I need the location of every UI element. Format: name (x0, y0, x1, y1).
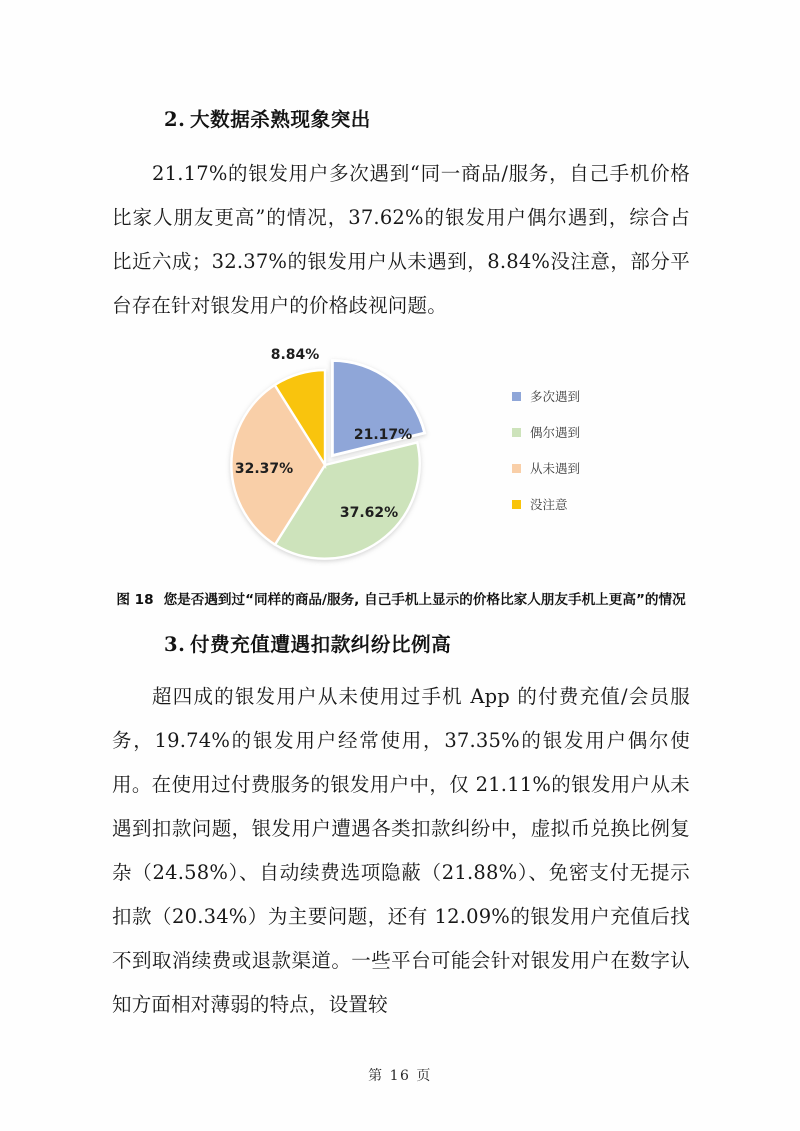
section-3-number: 3. (164, 633, 186, 656)
section-2-number: 2. (164, 108, 186, 131)
pie-chart (120, 340, 581, 572)
pie-label-never: 32.37% (234, 461, 294, 477)
chart-legend (512, 378, 662, 522)
legend-item-never[interactable] (512, 450, 662, 486)
pie-label-occasionally: 37.62% (339, 505, 399, 521)
pie-chart-svg (120, 340, 540, 572)
pie-label-unnoticed: 8.84% (270, 347, 320, 363)
figure-18-caption (112, 588, 690, 613)
section-2-title: 大数据杀熟现象突出 (190, 108, 371, 131)
legend-label-multiple: 多次遇到 (530, 389, 581, 404)
legend-item-unnoticed[interactable] (512, 486, 662, 522)
section-2-paragraph: 21.17%的银发用户多次遇到“同一商品/服务，自己手机价格比家人朋友更高”的情况，37.62%的银发用户偶尔遇到，综合占比近六成；32.37%的银发用户从未遇到，8.84%没注意，部分平台存在针对银发用户的价格歧视问题。 (112, 162, 690, 317)
section-3-heading (112, 629, 690, 657)
legend-swatch-occasionally (512, 428, 521, 437)
figure-18 (112, 340, 690, 572)
pie-label-multiple: 21.17% (353, 427, 413, 443)
legend-swatch-never (512, 464, 521, 473)
section-2-heading (112, 104, 690, 132)
legend-label-occasionally: 偶尔遇到 (530, 425, 581, 440)
legend-label-unnoticed: 没注意 (530, 497, 568, 512)
pie-slices (231, 361, 424, 559)
section-3-paragraph: 超四成的银发用户从未使用过手机 App 的付费充值/会员服务，19.74%的银发用户经常使用，37.35%的银发用户偶尔使用。在使用过付费服务的银发用户中，仅 21.11%的银发用户从未遇到扣款问题，银发用户遭遇各类扣款纠纷中，虚拟币兑换比例复杂（24.58%）、自动续费选项隐蔽（21.88%）、免密支付无提示扣款（20.34%）为主要问题，还有 12.09%的银发用户充值后找不到取消续费或退款渠道。一些平台可能会针对银发用户在数字认知方面相对薄弱的特点，设置较 (112, 685, 690, 1016)
page-content (112, 0, 690, 1027)
section-3-title: 付费充值遭遇扣款纠纷比例高 (190, 633, 452, 656)
legend-item-multiple[interactable] (512, 378, 662, 414)
legend-item-occasionally[interactable] (512, 414, 662, 450)
legend-swatch-unnoticed (512, 500, 521, 509)
legend-label-never: 从未遇到 (530, 461, 581, 476)
page-footer: 第 16 页 (368, 1068, 432, 1084)
figure-18-number: 图 18 (116, 592, 154, 608)
legend-swatch-multiple (512, 392, 521, 401)
figure-18-caption-text: 您是否遇到过“同样的商品/服务, 自己手机上显示的价格比家人朋友手机上更高”的情况 (163, 592, 686, 608)
